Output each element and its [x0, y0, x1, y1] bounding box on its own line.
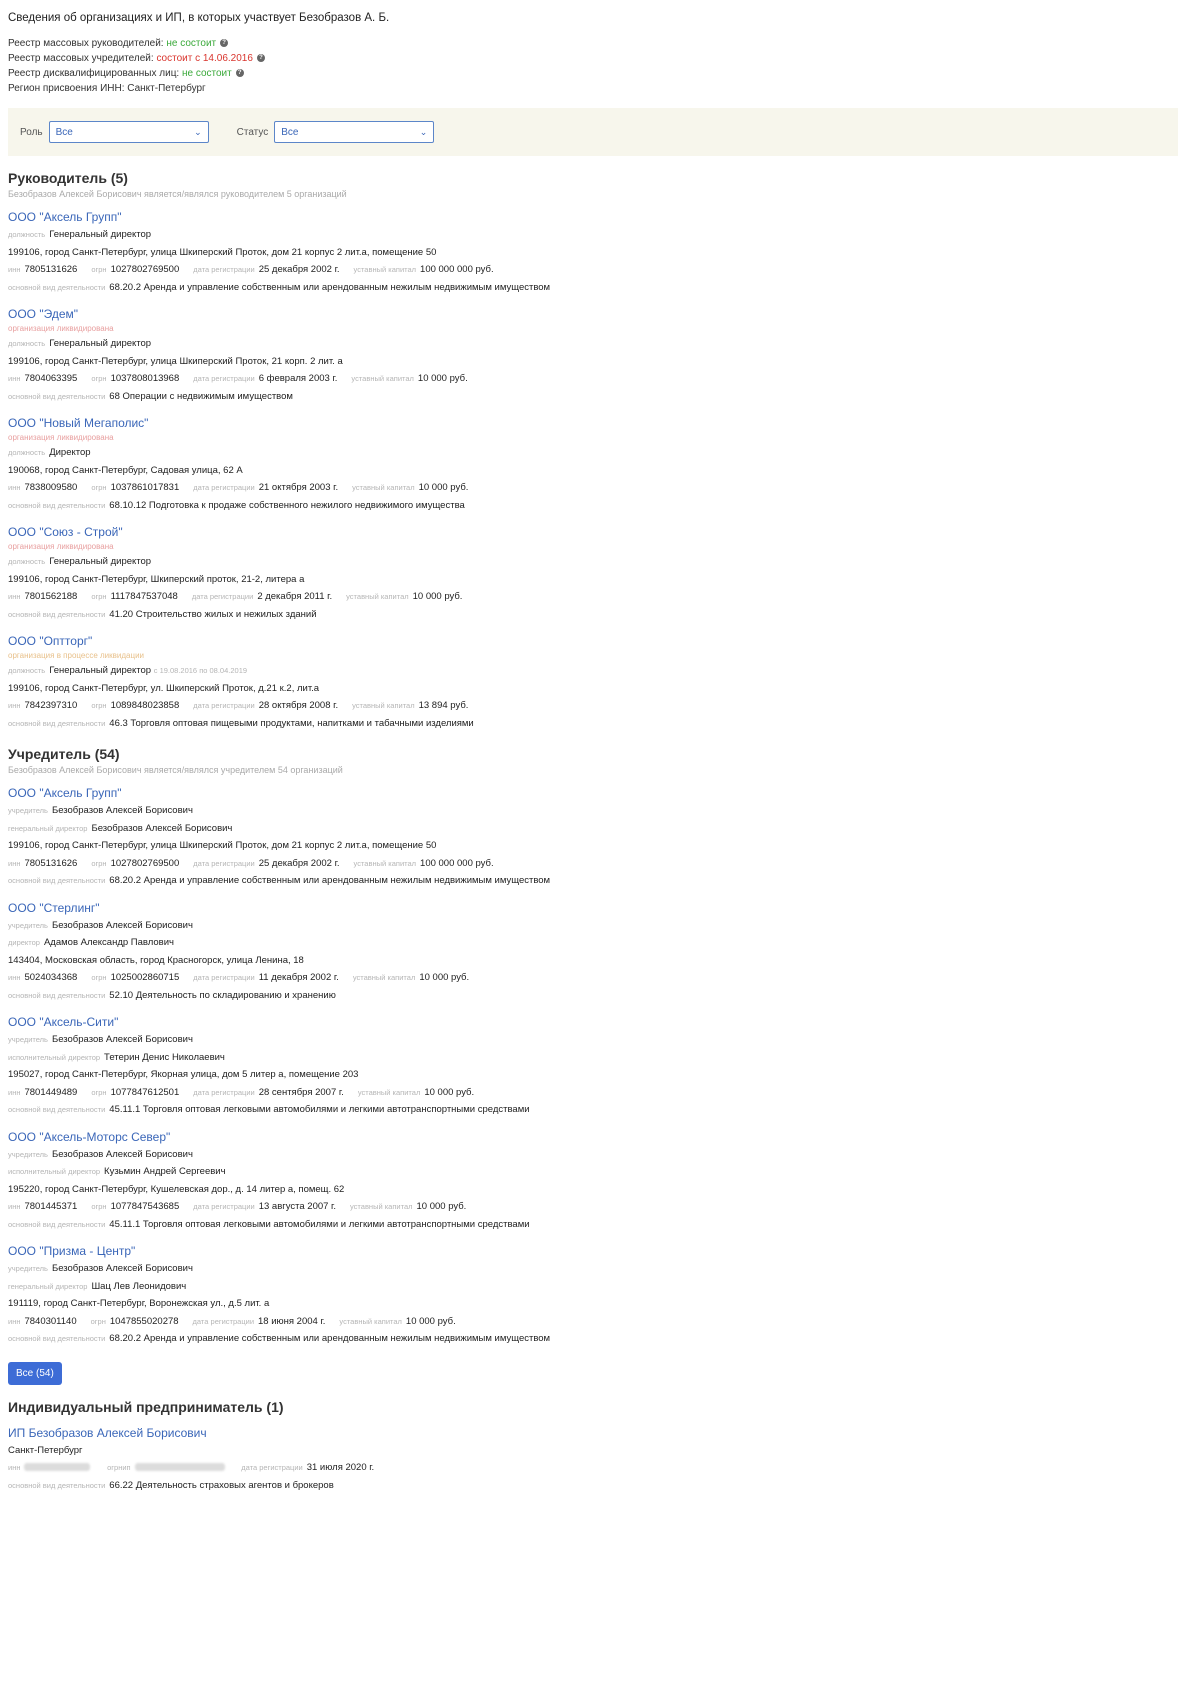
org-address: 199106, город Санкт-Петербург, улица Шкиперский Проток, 21 корп. 2 лит. а	[8, 355, 343, 367]
status-select[interactable]	[274, 121, 434, 143]
ids-line	[8, 1084, 1178, 1102]
ip-activity: 66.22 Деятельность страховых агентов и брокеров	[109, 1479, 334, 1491]
reg-date-key: дата регистрации	[241, 1463, 303, 1472]
head-role-key: исполнительный директор	[8, 1167, 101, 1176]
head-name-value: Адамов Александр Павлович	[43, 937, 174, 948]
ogrnip-key: огрнип	[107, 1463, 131, 1472]
position-key: должность	[8, 666, 46, 675]
ip-section	[8, 1399, 1178, 1495]
org-name-link[interactable]: ООО "Аксель Групп"	[8, 786, 122, 800]
status-select-value: Все	[281, 126, 299, 138]
reg-date-key: дата регистрации	[193, 1087, 255, 1097]
inn-key: инн	[8, 858, 21, 868]
ogrn-key: огрн	[91, 973, 107, 982]
inn-value: 7801449489	[24, 1086, 78, 1098]
activity-line	[8, 1101, 1178, 1119]
org-status: организация ликвидирована	[8, 542, 114, 551]
org-name-link[interactable]: ООО "Аксель Групп"	[8, 210, 122, 224]
position-line	[8, 662, 1178, 680]
reg-date-key: дата регистрации	[193, 1202, 255, 1211]
org-address: 199106, город Санкт-Петербург, улица Шкиперский Проток, дом 21 корпус 2 лит.а, помещение 50	[8, 840, 437, 851]
founder-value: Безобразов Алексей Борисович	[51, 1148, 193, 1160]
activity-value: 68.10.12 Подготовка к продаже собственного нежилого недвижимого имущества	[109, 499, 465, 511]
help-icon[interactable]: ?	[236, 69, 244, 77]
position-value: Генеральный директор	[49, 338, 152, 349]
capital-value: 10 000 руб.	[405, 1315, 456, 1327]
activity-key: основной вид деятельности	[8, 282, 106, 292]
ids-line	[8, 479, 1178, 497]
activity-key: основной вид деятельности	[8, 500, 106, 510]
inn-key: инн	[8, 1316, 21, 1326]
registry-value: не состоит	[166, 38, 217, 49]
capital-value: 10 000 руб.	[424, 1086, 475, 1098]
ogrn-key: огрн	[90, 1316, 106, 1326]
status-filter-label: Статус	[236, 126, 269, 138]
reg-date-key: дата регистрации	[192, 1316, 255, 1326]
position-value: Генеральный директор	[49, 665, 152, 676]
registry-label: Реестр дисквалифицированных лиц:	[8, 68, 180, 79]
head-line	[8, 1163, 1178, 1181]
inn-key: инн	[8, 1463, 21, 1472]
founder-value: Безобразов Алексей Борисович	[51, 1034, 193, 1045]
org-name-link[interactable]: ООО "Эдем"	[8, 307, 79, 321]
reg-date-key: дата регистрации	[191, 592, 254, 601]
reg-date-value: 6 февраля 2003 г.	[258, 373, 338, 384]
inn-value: 7804063395	[24, 373, 78, 384]
position-key: должность	[8, 557, 46, 566]
inn-key: инн	[8, 701, 21, 710]
ogrn-value: 1077847612501	[110, 1086, 180, 1098]
ids-line	[8, 261, 1178, 279]
capital-key: уставный капитал	[350, 1202, 413, 1211]
activity-line	[8, 497, 1178, 515]
org-card	[8, 1015, 1178, 1119]
role-select-value: Все	[55, 126, 73, 138]
hidden-ogrnip-value	[135, 1463, 225, 1471]
org-card	[8, 307, 1178, 405]
founder-org-list	[8, 786, 1178, 1348]
inn-value: 7805131626	[24, 857, 78, 869]
activity-line	[8, 1216, 1178, 1234]
activity-line	[8, 715, 1178, 733]
ogrn-key: огрн	[91, 858, 107, 868]
inn-value: 7840301140	[24, 1315, 77, 1327]
capital-key: уставный капитал	[352, 973, 416, 982]
inn-value: 7801445371	[24, 1201, 78, 1212]
position-value: Директор	[49, 447, 91, 458]
activity-key: основной вид деятельности	[8, 391, 106, 401]
activity-key: основной вид деятельности	[8, 609, 106, 619]
activity-value: 45.11.1 Торговля оптовая легковыми автомобилями и легкими автотранспортными средствами	[109, 1104, 530, 1115]
capital-key: уставный капитал	[357, 1087, 421, 1097]
inn-key: инн	[8, 1087, 21, 1097]
activity-value: 45.11.1 Торговля оптовая легковыми автомобилями и легкими автотранспортными средствами	[109, 1218, 530, 1230]
head-role-key: директор	[8, 938, 40, 947]
ogrn-value: 1027802769500	[110, 857, 180, 869]
position-line	[8, 226, 1178, 244]
registry-row	[8, 36, 1178, 51]
position-key: должность	[8, 339, 46, 348]
capital-value: 100 000 000 руб.	[420, 264, 494, 275]
ids-line	[8, 588, 1178, 606]
head-name-value: Тетерин Денис Николаевич	[104, 1051, 225, 1063]
founder-line	[8, 1260, 1178, 1278]
help-icon[interactable]: ?	[257, 54, 265, 62]
ids-line	[8, 855, 1178, 873]
org-card	[8, 210, 1178, 296]
role-select[interactable]	[49, 121, 209, 143]
activity-line	[8, 606, 1178, 624]
inn-value: 7801562188	[24, 591, 78, 602]
registries-block	[8, 36, 1178, 96]
position-period: с 19.08.2016 по 08.04.2019	[153, 666, 248, 675]
reg-date-value: 25 декабря 2002 г.	[258, 857, 340, 869]
founder-section-subtitle: Безобразов Алексей Борисович является/являлся учредителем 54 организаций	[8, 765, 343, 775]
org-name-link[interactable]: ООО "Аксель-Сити"	[8, 1015, 119, 1029]
reg-date-key: дата регистрации	[193, 701, 255, 710]
chevron-down-icon: ⌄	[194, 126, 202, 137]
ogrn-value: 1037808013968	[110, 373, 180, 384]
inn-key: инн	[8, 483, 21, 492]
filter-bar	[8, 108, 1178, 156]
reg-date-value: 21 октября 2003 г.	[258, 482, 339, 493]
leader-section-title: Руководитель (5)	[8, 170, 128, 186]
capital-key: уставный капитал	[346, 592, 409, 601]
registry-value: не состоит	[181, 68, 232, 79]
capital-value: 100 000 000 руб.	[420, 857, 494, 869]
org-status: организация ликвидирована	[8, 324, 114, 333]
ids-line	[8, 697, 1178, 715]
registry-label: Регион присвоения ИНН:	[8, 83, 125, 94]
activity-value: 46.3 Торговля оптовая пищевыми продуктами, напитками и табачными изделиями	[109, 717, 474, 729]
ids-line	[8, 1313, 1178, 1331]
inn-key: инн	[8, 973, 21, 982]
activity-key: основной вид деятельности	[8, 990, 106, 1000]
founder-key: учредитель	[8, 1035, 48, 1044]
ogrn-value: 1047855020278	[109, 1315, 179, 1327]
head-role-key: исполнительный директор	[8, 1052, 101, 1062]
founder-value: Безобразов Алексей Борисович	[51, 1263, 193, 1274]
org-address: 199106, город Санкт-Петербург, Шкиперский проток, 21-2, литера а	[8, 573, 305, 585]
activity-value: 41.20 Строительство жилых и нежилых зданий	[109, 608, 317, 620]
org-status: организация в процессе ликвидации	[8, 651, 145, 660]
position-line	[8, 444, 1178, 462]
activity-line	[8, 872, 1178, 890]
founder-line	[8, 802, 1178, 820]
org-name-link[interactable]: ООО "Призма - Центр"	[8, 1244, 136, 1258]
show-all-founder-button[interactable]: Все (54)	[8, 1362, 62, 1385]
head-line	[8, 820, 1178, 838]
head-name-value: Кузьмин Андрей Сергеевич	[104, 1166, 226, 1177]
position-line	[8, 553, 1178, 571]
ogrn-value: 1027802769500	[110, 264, 180, 275]
org-card	[8, 416, 1178, 514]
ogrn-key: огрн	[91, 1087, 107, 1097]
activity-value: 52.10 Деятельность по складированию и хранению	[109, 989, 336, 1001]
activity-key: основной вид деятельности	[8, 1480, 106, 1490]
registry-row	[8, 66, 1178, 81]
org-status: организация ликвидирована	[8, 433, 114, 442]
leader-org-list	[8, 210, 1178, 732]
capital-value: 13 894 руб.	[418, 700, 469, 711]
inn-key: инн	[8, 592, 21, 601]
ids-line	[8, 370, 1178, 388]
founder-section	[8, 746, 1178, 1385]
reg-date-key: дата регистрации	[193, 265, 255, 274]
org-address: 143404, Московская область, город Красногорск, улица Ленина, 18	[8, 954, 304, 966]
org-card	[8, 634, 1178, 732]
activity-value: 68.20.2 Аренда и управление собственным или арендованным нежилым недвижимым имуществом	[109, 1333, 551, 1344]
org-card	[8, 1244, 1178, 1348]
activity-key: основной вид деятельности	[8, 1105, 106, 1114]
activity-line	[8, 987, 1178, 1005]
reg-date-value: 28 сентября 2007 г.	[258, 1086, 344, 1098]
head-name-value: Шац Лев Леонидович	[91, 1280, 187, 1292]
registry-row	[8, 51, 1178, 66]
org-address: 199106, город Санкт-Петербург, ул. Шкиперский Проток, д.21 к.2, лит.а	[8, 682, 320, 694]
org-address: 191119, город Санкт-Петербург, Воронежская ул., д.5 лит. а	[8, 1298, 270, 1309]
position-value: Генеральный директор	[49, 229, 152, 240]
inn-key: инн	[8, 1202, 21, 1211]
inn-key: инн	[8, 265, 21, 274]
head-role-key: генеральный директор	[8, 823, 88, 833]
capital-key: уставный капитал	[352, 701, 415, 710]
capital-key: уставный капитал	[352, 483, 415, 492]
founder-key: учредитель	[8, 920, 48, 930]
position-value: Генеральный директор	[49, 556, 152, 567]
help-icon[interactable]: ?	[220, 39, 228, 47]
org-card	[8, 786, 1178, 890]
ogrn-key: огрн	[91, 374, 107, 383]
activity-value: 68.20.2 Аренда и управление собственным или арендованным нежилым недвижимым имуществом	[109, 281, 551, 293]
capital-key: уставный капитал	[353, 265, 417, 274]
capital-key: уставный капитал	[351, 374, 414, 383]
ogrn-key: огрн	[91, 483, 107, 492]
capital-value: 10 000 руб.	[416, 1201, 467, 1212]
ogrn-value: 1117847537048	[110, 591, 178, 602]
inn-key: инн	[8, 374, 21, 383]
founder-value: Безобразов Алексей Борисович	[51, 919, 193, 931]
ogrn-value: 1025002860715	[110, 972, 180, 983]
founder-value: Безобразов Алексей Борисович	[51, 805, 193, 816]
head-line	[8, 1049, 1178, 1067]
capital-value: 10 000 руб.	[418, 482, 469, 493]
capital-value: 10 000 руб.	[412, 591, 463, 602]
registry-label: Реестр массовых руководителей:	[8, 38, 164, 49]
org-address: 195027, город Санкт-Петербург, Якорная улица, дом 5 литер а, помещение 203	[8, 1069, 359, 1080]
org-card	[8, 1130, 1178, 1234]
activity-value: 68 Операции с недвижимым имуществом	[109, 390, 293, 402]
org-name-link[interactable]: ООО "Оптторг"	[8, 634, 93, 648]
registry-value: Санкт-Петербург	[127, 83, 206, 94]
ip-card	[8, 1426, 1178, 1495]
ip-reg-date: 31 июля 2020 г.	[306, 1462, 375, 1473]
head-line	[8, 934, 1178, 952]
org-address: 199106, город Санкт-Петербург, улица Шкиперский Проток, дом 21 корпус 2 лит.а, помещение 50	[8, 246, 437, 258]
ogrn-value: 1037861017831	[110, 482, 180, 493]
ip-activity-line	[8, 1477, 1178, 1495]
founder-line	[8, 917, 1178, 935]
org-name-link[interactable]: ООО "Новый Мегаполис"	[8, 416, 149, 430]
activity-value: 68.20.2 Аренда и управление собственным или арендованным нежилым недвижимым имуществом	[109, 875, 551, 886]
activity-key: основной вид деятельности	[8, 876, 106, 885]
founder-key: учредитель	[8, 1264, 48, 1273]
chevron-down-icon: ⌄	[419, 126, 428, 137]
registry-value: состоит с 14.06.2016	[156, 53, 253, 64]
ip-ids-line	[8, 1459, 1178, 1477]
head-name-value: Безобразов Алексей Борисович	[91, 822, 233, 834]
reg-date-key: дата регистрации	[193, 973, 255, 982]
ogrn-key: огрн	[91, 592, 107, 601]
position-line	[8, 335, 1178, 353]
position-key: должность	[8, 448, 46, 457]
org-name-link[interactable]: ООО "Аксель-Моторс Север"	[8, 1129, 171, 1144]
reg-date-value: 28 октября 2008 г.	[258, 700, 339, 711]
activity-key: основной вид деятельности	[8, 1334, 106, 1343]
head-line	[8, 1278, 1178, 1296]
org-address: 190068, город Санкт-Петербург, Садовая улица, 62 А	[8, 464, 243, 476]
reg-date-value: 25 декабря 2002 г.	[258, 264, 340, 275]
org-card	[8, 525, 1178, 623]
ip-section-title: Индивидуальный предприниматель (1)	[8, 1398, 284, 1415]
reg-date-value: 2 декабря 2011 г.	[257, 591, 333, 602]
org-name-link[interactable]: ООО "Стерлинг"	[8, 900, 100, 915]
founder-section-title: Учредитель (54)	[8, 746, 120, 762]
capital-key: уставный капитал	[339, 1316, 402, 1326]
inn-value: 7842397310	[24, 700, 78, 711]
ids-line	[8, 1198, 1178, 1216]
reg-date-value: 18 июня 2004 г.	[258, 1315, 326, 1327]
founder-line	[8, 1031, 1178, 1049]
org-name-link[interactable]: ООО "Союз - Строй"	[8, 525, 123, 539]
ogrn-key: огрн	[91, 1202, 107, 1211]
capital-value: 10 000 руб.	[417, 373, 468, 384]
reg-date-value: 13 августа 2007 г.	[258, 1201, 336, 1212]
inn-value: 5024034368	[24, 972, 78, 983]
activity-line	[8, 279, 1178, 297]
activity-line	[8, 1330, 1178, 1348]
capital-value: 10 000 руб.	[419, 972, 470, 983]
capital-key: уставный капитал	[353, 858, 417, 868]
role-filter-label: Роль	[20, 126, 43, 138]
ids-line	[8, 969, 1178, 987]
ogrn-key: огрн	[91, 265, 107, 274]
activity-key: основной вид деятельности	[8, 718, 106, 728]
leader-section-subtitle: Безобразов Алексей Борисович является/являлся руководителем 5 организаций	[8, 189, 347, 199]
ip-city: Санкт-Петербург	[8, 1444, 83, 1456]
reg-date-key: дата регистрации	[193, 858, 255, 868]
leader-section	[8, 170, 1178, 732]
org-address: 195220, город Санкт-Петербург, Кушелевская дор., д. 14 литер а, помещ. 62	[8, 1183, 345, 1195]
hidden-inn-value	[24, 1463, 90, 1471]
reg-date-key: дата регистрации	[193, 374, 255, 383]
activity-line	[8, 388, 1178, 406]
reg-date-key: дата регистрации	[193, 483, 255, 492]
ogrn-value: 1077847543685	[110, 1201, 180, 1212]
position-key: должность	[8, 230, 46, 239]
ogrn-value: 1089848023858	[110, 700, 180, 711]
inn-value: 7805131626	[24, 264, 78, 275]
reg-date-value: 11 декабря 2002 г.	[258, 972, 339, 983]
head-role-key: генеральный директор	[8, 1281, 88, 1291]
founder-key: учредитель	[8, 806, 48, 815]
activity-key: основной вид деятельности	[8, 1219, 106, 1229]
founder-line	[8, 1146, 1178, 1164]
page-title: Сведения об организациях и ИП, в которых участвует Безобразов А. Б.	[8, 12, 390, 24]
ogrn-key: огрн	[91, 701, 107, 710]
inn-value: 7838009580	[24, 482, 78, 493]
ip-name-link[interactable]: ИП Безобразов Алексей Борисович	[8, 1425, 207, 1440]
founder-key: учредитель	[8, 1149, 48, 1159]
registry-label: Реестр массовых учредителей:	[8, 53, 154, 64]
org-card	[8, 901, 1178, 1005]
registry-row	[8, 81, 1178, 96]
